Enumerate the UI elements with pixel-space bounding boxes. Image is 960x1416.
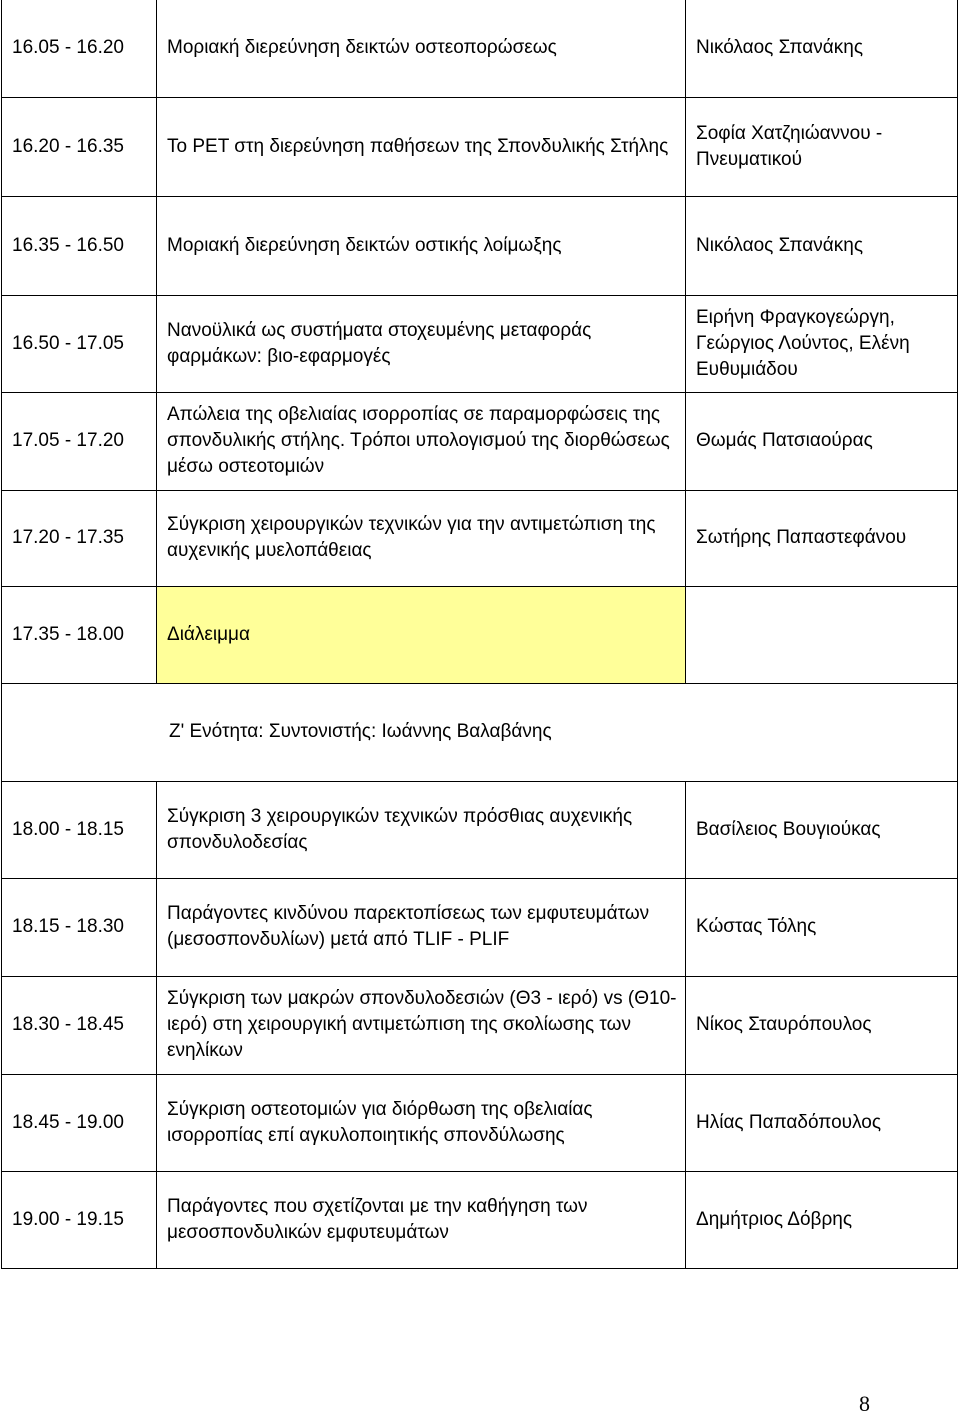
row-speaker: Νικόλαος Σπανάκης	[686, 196, 958, 295]
section-heading: Ζ' Ενότητα: Συντονιστής: Ιωάννης Βαλαβάνης	[2, 683, 958, 781]
row-speaker: Δημήτριος Δόβρης	[686, 1171, 958, 1268]
table-row	[2, 1074, 958, 1171]
table-row	[2, 1171, 958, 1268]
row-speaker: Σοφία Χατζηιώαννου - Πνευματικού	[686, 97, 958, 196]
table-row	[2, 490, 958, 586]
row-speaker: Νίκος Σταυρόπουλος	[686, 976, 958, 1074]
row-time: 18.15 - 18.30	[2, 878, 157, 976]
row-title: Σύγκριση χειρουργικών τεχνικών για την αντιμετώπιση της αυχενικής μυελοπάθειας	[157, 490, 686, 586]
table-row	[2, 97, 958, 196]
row-speaker: Σωτήρης Παπαστεφάνου	[686, 490, 958, 586]
row-title: Μοριακή διερεύνηση δεικτών οστικής λοίμωξης	[157, 196, 686, 295]
section-heading-row	[2, 683, 958, 781]
row-title: Μοριακή διερεύνηση δεικτών οστεοπορώσεως	[157, 0, 686, 97]
table-row	[2, 781, 958, 878]
row-time: 18.00 - 18.15	[2, 781, 157, 878]
row-time: 18.30 - 18.45	[2, 976, 157, 1074]
row-title: Παράγοντες κινδύνου παρεκτοπίσεως των εμφυτευμάτων (μεσοσπονδυλίων) μετά από TLIF - PLIF	[157, 878, 686, 976]
row-speaker: Ειρήνη Φραγκογεώργη, Γεώργιος Λούντος, Ελένη Ευθυμιάδου	[686, 295, 958, 392]
row-time: 16.50 - 17.05	[2, 295, 157, 392]
row-time: 17.20 - 17.35	[2, 490, 157, 586]
table-row	[2, 0, 958, 97]
row-title: Νανοϋλικά ως συστήματα στοχευμένης μεταφοράς φαρμάκων: βιο-εφαρμογές	[157, 295, 686, 392]
row-title: Παράγοντες που σχετίζονται με την καθήγηση των μεσοσπονδυλικών εμφυτευμάτων	[157, 1171, 686, 1268]
row-speaker: Ηλίας Παπαδόπουλος	[686, 1074, 958, 1171]
row-speaker: Θωμάς Πατσιαούρας	[686, 392, 958, 490]
row-title: Σύγκριση 3 χειρουργικών τεχνικών πρόσθιας αυχενικής σπονδυλοδεσίας	[157, 781, 686, 878]
table-row	[2, 196, 958, 295]
page-number: 8	[859, 1391, 870, 1416]
break-speaker-empty	[686, 586, 958, 683]
row-speaker: Κώστας Τόλης	[686, 878, 958, 976]
row-speaker: Βασίλειος Βουγιούκας	[686, 781, 958, 878]
table-row	[2, 392, 958, 490]
row-title: Σύγκριση των μακρών σπονδυλοδεσιών (Θ3 - ιερό) vs (Θ10-ιερό) στη χειρουργική αντιμετώπιση της σκολίωσης των ενηλίκων	[157, 976, 686, 1074]
row-time: 18.45 - 19.00	[2, 1074, 157, 1171]
row-time: 16.05 - 16.20	[2, 0, 157, 97]
table-row	[2, 878, 958, 976]
row-time: 16.35 - 16.50	[2, 196, 157, 295]
row-time: 17.05 - 17.20	[2, 392, 157, 490]
schedule-table	[1, 0, 958, 1269]
break-row	[2, 586, 958, 683]
row-title: Σύγκριση οστεοτομιών για διόρθωση της οβελιαίας ισορροπίας επί αγκυλοποιητικής σπονδύλωσης	[157, 1074, 686, 1171]
break-time: 17.35 - 18.00	[2, 586, 157, 683]
row-time: 19.00 - 19.15	[2, 1171, 157, 1268]
break-label: Διάλειμμα	[157, 586, 686, 683]
row-title: Απώλεια της οβελιαίας ισορροπίας σε παραμορφώσεις της σπονδυλικής στήλης. Τρόποι υπολογισμού της διορθώσεως μέσω οστεοτομιών	[157, 392, 686, 490]
row-speaker: Νικόλαος Σπανάκης	[686, 0, 958, 97]
row-title: Το PET στη διερεύνηση παθήσεων της Σπονδυλικής Στήλης	[157, 97, 686, 196]
row-time: 16.20 - 16.35	[2, 97, 157, 196]
table-row	[2, 295, 958, 392]
table-row	[2, 976, 958, 1074]
